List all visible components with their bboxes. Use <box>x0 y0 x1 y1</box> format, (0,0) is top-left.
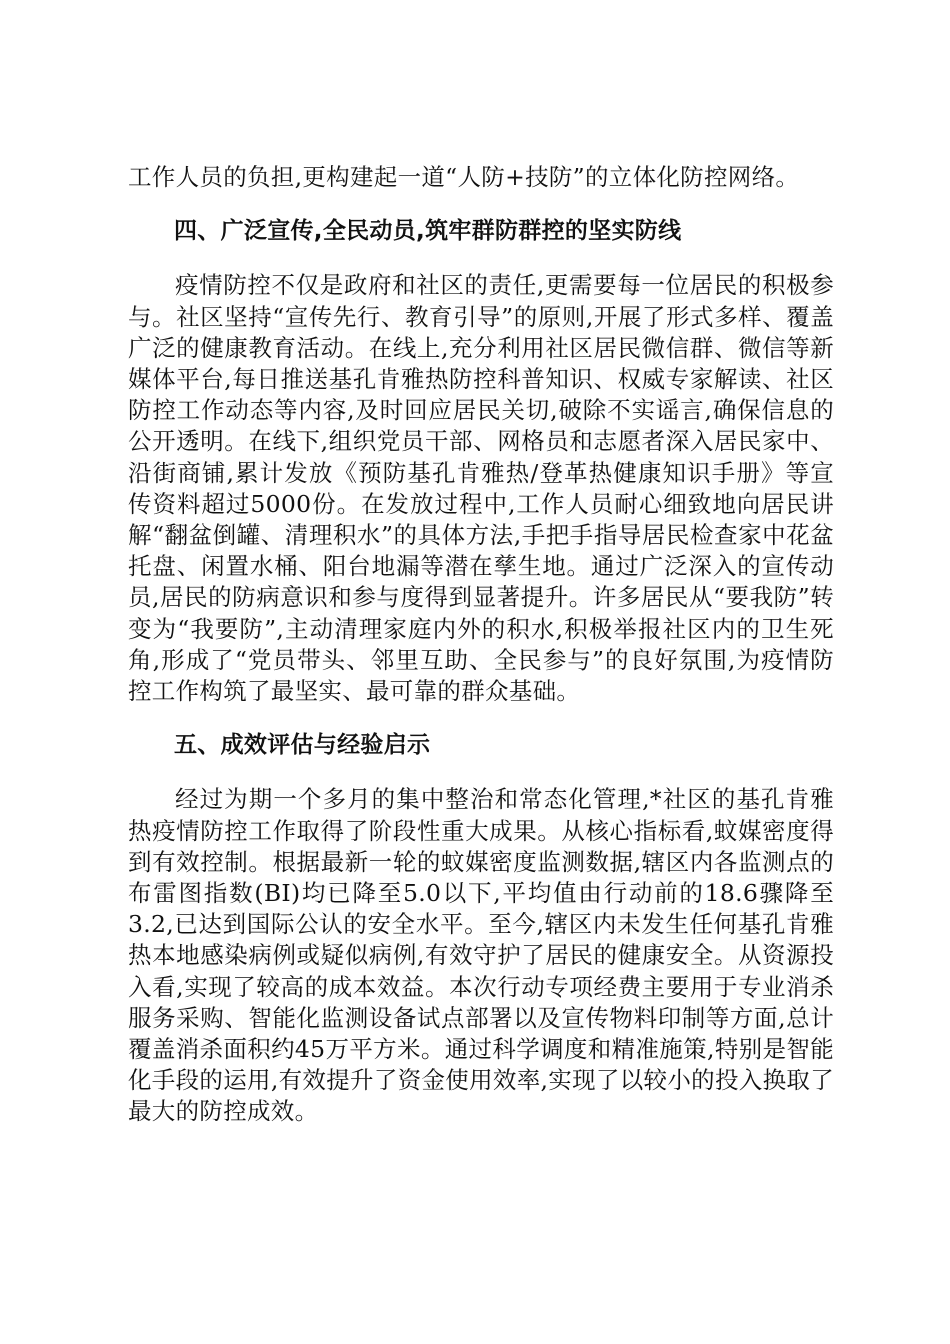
document-page <box>128 162 834 1128</box>
section-5-heading: 五、成效评估与经验启示 <box>174 732 431 759</box>
section-5-paragraph: 经过为期一个多月的集中整治和常态化管理,*社区的基孔肯雅热疫情防控工作取得了阶段性重大成果。从核心指标看,蚊媒密度得到有效控制。根据最新一轮的蚊媒密度监测数据,辖区内各监测点的布雷图指数(BI)均已降至5.0以下,平均值由行动前的18.6骤降至3.2,已达到国际公认的安全水平。至今,辖区内未发生任何基孔肯雅热本地感染病例或疑似病例,有效守护了居民的健康安全。从资源投入看,实现了较高的成本效益。本次行动专项经费主要用于专业消杀服务采购、智能化监测设备试点部署以及宣传物料印制等方面,总计覆盖消杀面积约45万平方米。通过科学调度和精准施策,特别是智能化手段的运用,有效提升了资金使用效率,实现了以较小的投入换取了最大的防控成效。 <box>128 785 834 1126</box>
section-4-heading: 四、广泛宣传,全民动员,筑牢群防群控的坚实防线 <box>174 218 682 245</box>
spacer <box>128 247 834 270</box>
spacer <box>128 707 834 730</box>
continuation-paragraph: 工作人员的负担,更构建起一道“人防+技防”的立体化防控网络。 <box>128 163 800 191</box>
section-4-paragraph: 疫情防控不仅是政府和社区的责任,更需要每一位居民的积极参与。社区坚持“宣传先行、教育引导”的原则,开展了形式多样、覆盖广泛的健康教育活动。在线上,充分利用社区居民微信群、微信等新媒体平台,每日推送基孔肯雅热防控科普知识、权威专家解读、社区防控工作动态等内容,及时回应居民关切,破除不实谣言,确保信息的公开透明。在线下,组织党员干部、网格员和志愿者深入居民家中、沿街商铺,累计发放《预防基孔肯雅热/登革热健康知识手册》等宣传资料超过5000份。在发放过程中,工作人员耐心细致地向居民讲解“翻盆倒罐、清理积水”的具体方法,手把手指导居民检查家中花盆托盘、闲置水桶、阳台地漏等潜在孳生地。通过广泛深入的宣传动员,居民的防病意识和参与度得到显著提升。许多居民从“要我防”转变为“我要防”,主动清理家庭内外的积水,积极举报社区内的卫生死角,形成了“党员带头、邻里互助、全民参与”的良好氛围,为疫情防控工作构筑了最坚实、最可靠的群众基础。 <box>128 271 834 706</box>
spacer <box>128 761 834 784</box>
spacer <box>128 193 834 216</box>
